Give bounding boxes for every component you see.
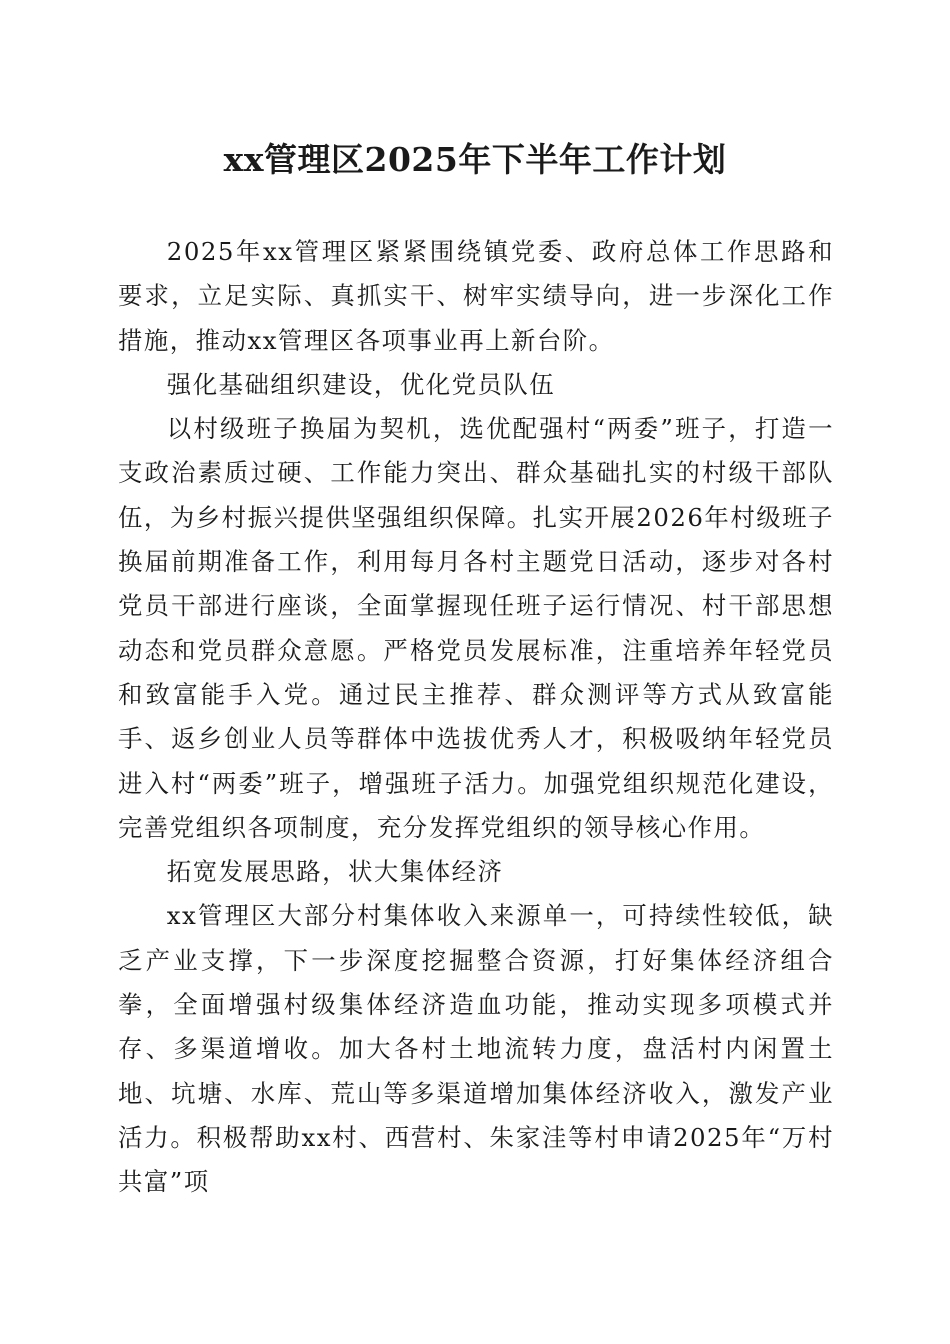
collective-economy-paragraph: xx管理区大部分村集体收入来源单一，可持续性较低，缺乏产业支撑，下一步深度挖掘整合资源，打好集体经济组合拳，全面增强村级集体经济造血功能，推动实现多项模式并存、多渠道增收。加大各村土地流转力度，盘活村内闲置土地、坑塘、水库、荒山等多渠道增加集体经济收入，激发产业活力。积极帮助xx村、西营村、朱家洼等村申请2025年“万村共富”项 (118, 901, 834, 1197)
document-body (118, 230, 834, 1205)
section-heading-party-building: 强化基础组织建设，优化党员队伍 (166, 369, 556, 399)
intro-paragraph: 2025年xx管理区紧紧围绕镇党委、政府总体工作思路和要求，立足实际、真抓实干、树牢实绩导向，进一步深化工作措施，推动xx管理区各项事业再上新台阶。 (118, 237, 834, 355)
section-heading-collective-economy: 拓宽发展思路，状大集体经济 (166, 857, 504, 887)
party-building-paragraph: 以村级班子换届为契机，选优配强村“两委”班子，打造一支政治素质过硬、工作能力突出、群众基础扎实的村级干部队伍，为乡村振兴提供坚强组织保障。扎实开展2026年村级班子换届前期准备工作，利用每月各村主题党日活动，逐步对各村党员干部进行座谈，全面掌握现任班子运行情况、村干部思想动态和党员群众意愿。严格党员发展标准，注重培养年轻党员和致富能手入党。通过民主推荐、群众测评等方式从致富能手、返乡创业人员等群体中选拔优秀人才，积极吸纳年轻党员进入村“两委”班子，增强班子活力。加强党组织规范化建设，完善党组织各项制度，充分发挥党组织的领导核心作用。 (118, 414, 834, 842)
document-title: xx管理区2025年下半年工作计划 (223, 140, 727, 179)
